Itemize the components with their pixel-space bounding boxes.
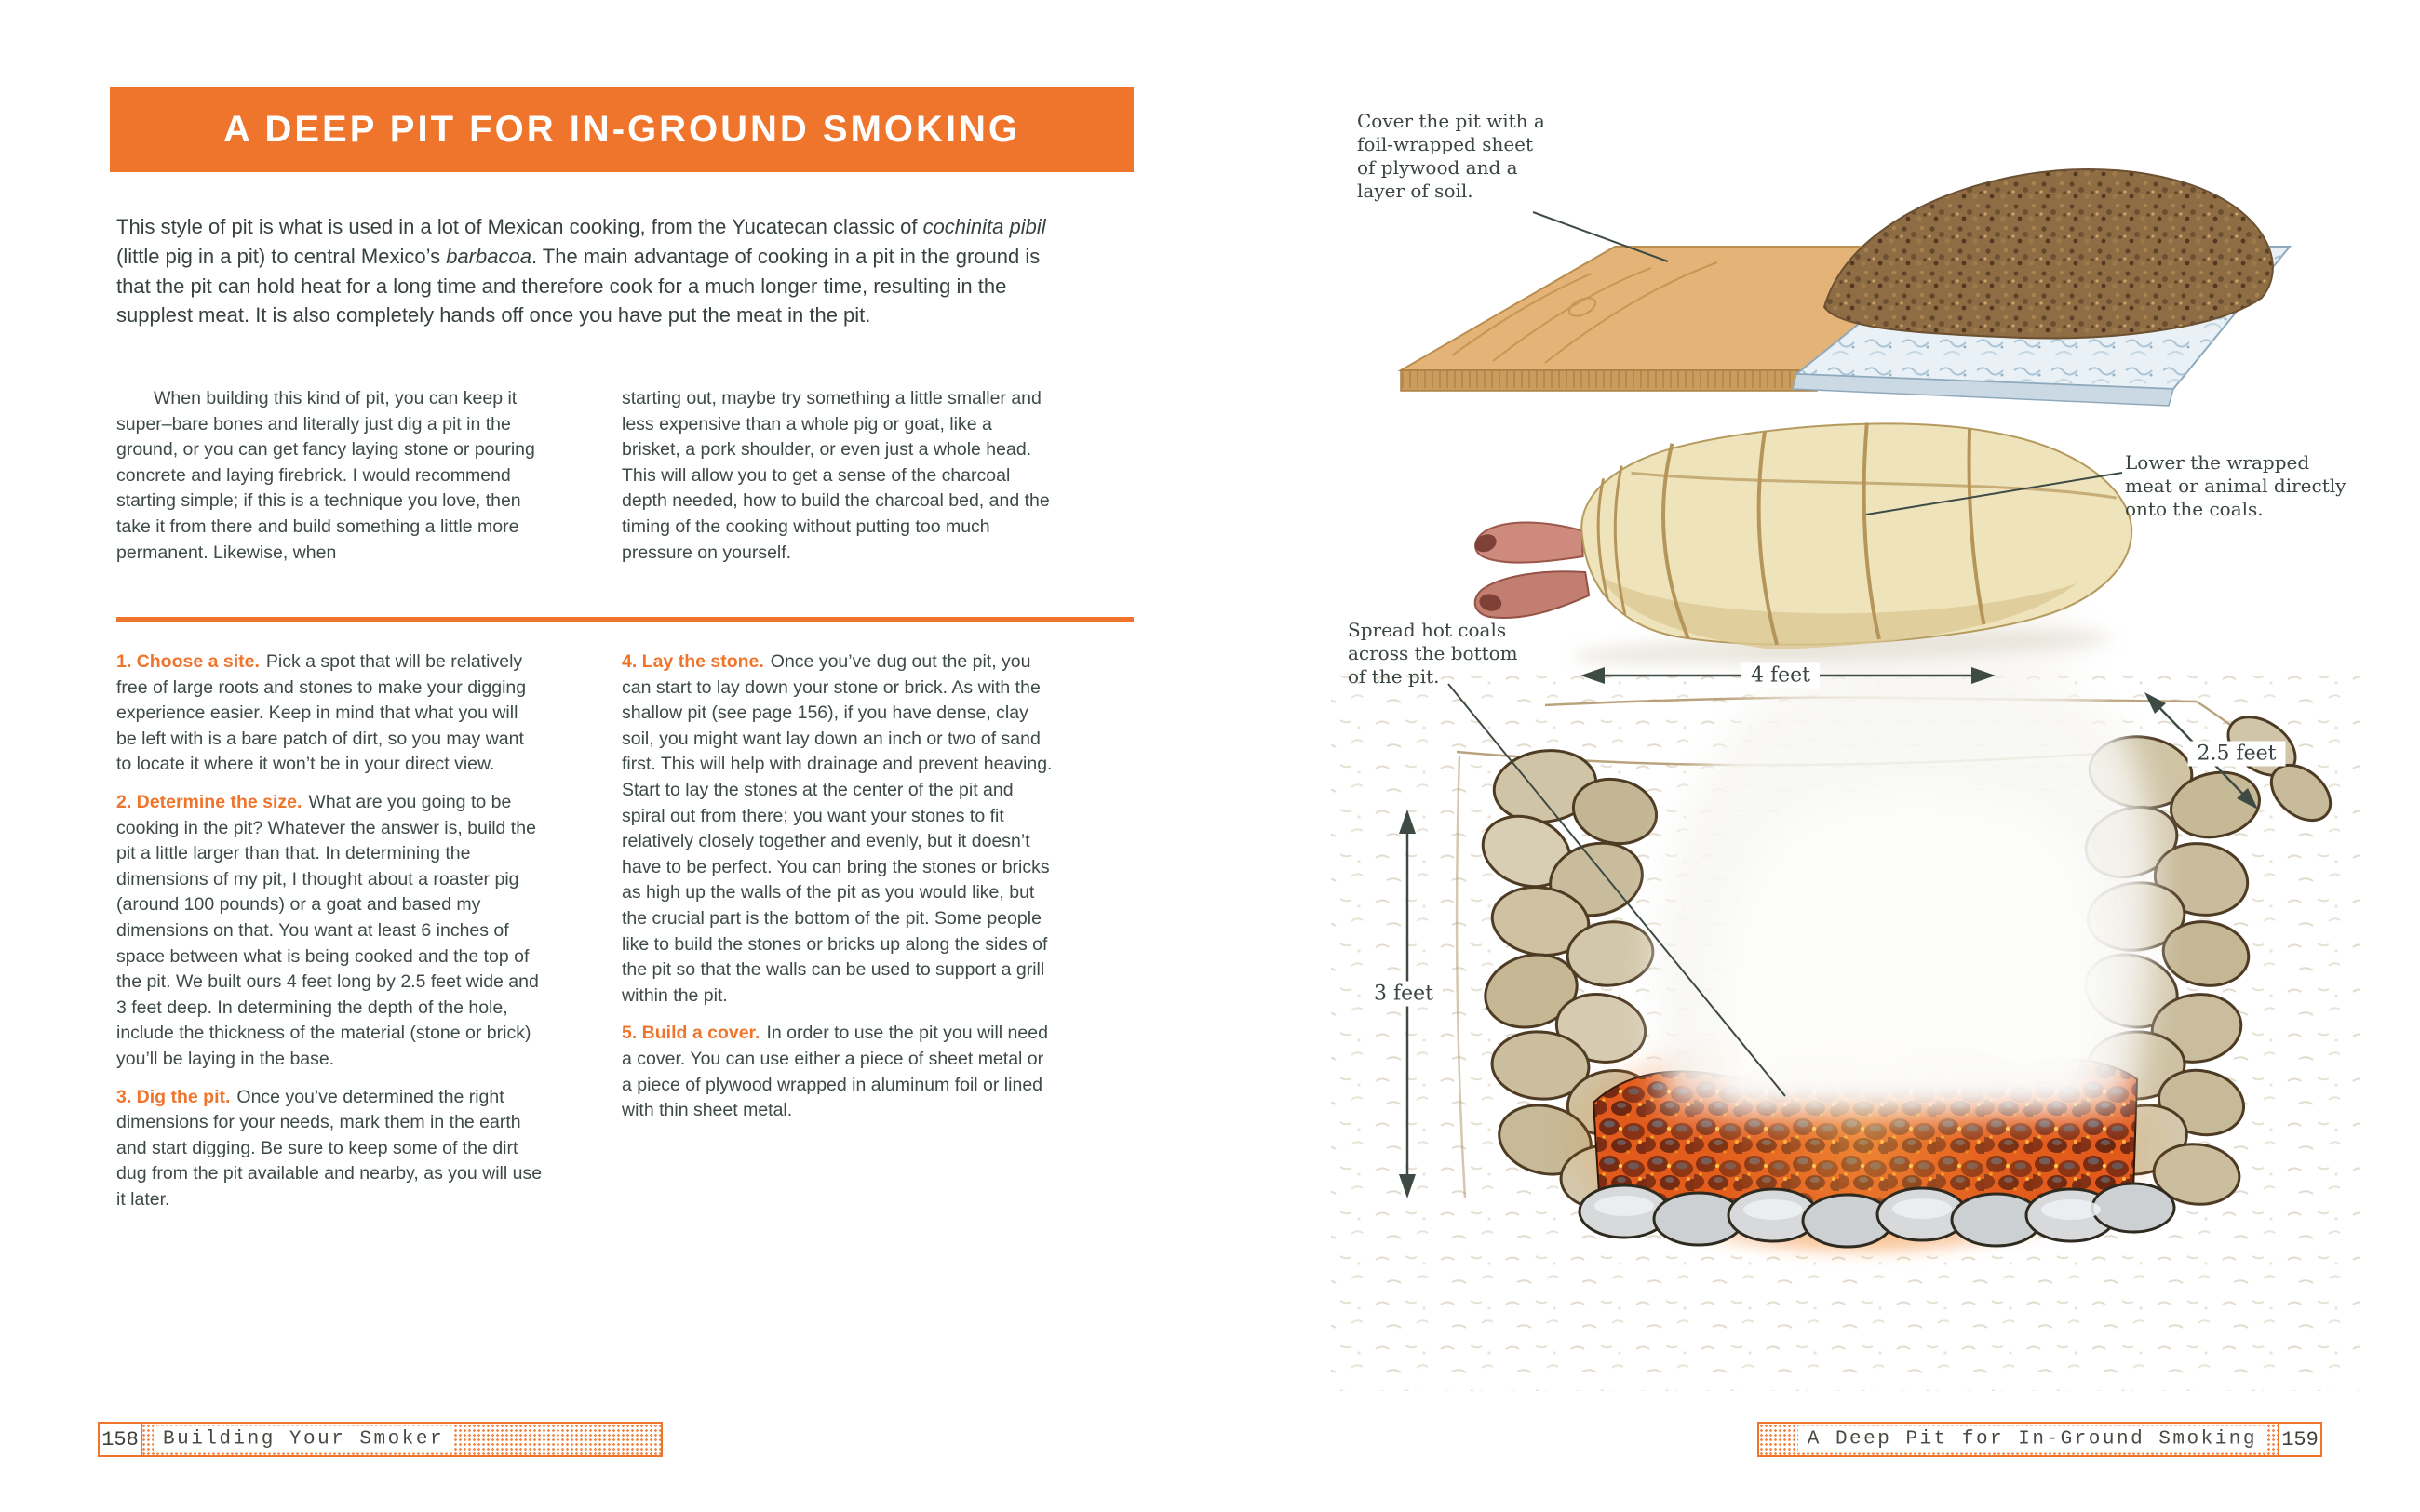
steps-column-left xyxy=(116,649,543,1224)
wrapped-meat-illustration xyxy=(1469,414,2136,676)
soil-mound xyxy=(1824,169,2273,338)
step-item xyxy=(116,790,543,1073)
pit-illustration xyxy=(1284,56,2364,1396)
step-label: 4. Lay the stone. xyxy=(622,651,764,672)
annotation-spread: Spread hot coals across the bottom of the pit. xyxy=(1348,619,1518,688)
step-body: What are you going to be cooking in the pit? Whatever the answer is, build the pit a little larger than that. In determining the dimensions of my pit, I thought about a roaster pig (around 100 pounds) or a goat and based my dimensions on that. You want at least 6 inches of space between what is being cooked and the top of the pit. We built ours 4 feet long by 2.5 feet wide and 3 feet deep. In determining the depth of the hole, include the thickness of the material (stone or brick) you’ll be laying in the base. xyxy=(116,791,539,1069)
step-body: Pick a spot that will be relatively free of large roots and stones to make your digging experience easier. Keep in mind that what you will be left with is a bare patch of dirt, so you may want to locate it where it won’t be in your direct view. xyxy=(116,651,527,775)
dimension-label-depth: 3 feet xyxy=(1365,982,1443,1007)
intro-paragraph: This style of pit is what is used in a lot of Mexican cooking, from the Yucatecan classic of cochinita pibil (little pig in a pit) to central Mexico’s barbacoa. The main advantage of cooking in a pit in the ground is that the pit can hold heat for a long time and therefore cook for a much longer time, resulting in the supplest meat. It is also completely hands off once you have put the meat in the pit. xyxy=(116,215,1046,328)
step-label: 3. Dig the pit. xyxy=(116,1086,231,1107)
dimension-label-cross: 2.5 feet xyxy=(2187,742,2285,767)
section-divider xyxy=(116,617,1134,622)
body-column-right xyxy=(622,386,1052,566)
step-body: Once you’ve determined the right dimensions for your needs, mark them in the earth and start digging. Be sure to keep some of the dirt dug from the pit available and nearby, as you will use it later. xyxy=(116,1086,543,1210)
page-number: 159 xyxy=(2278,1422,2322,1457)
step-item xyxy=(622,1021,1054,1123)
step-label: 1. Choose a site. xyxy=(116,651,260,672)
step-label: 5. Build a cover. xyxy=(622,1023,760,1044)
page-number: 158 xyxy=(98,1422,142,1457)
dimension-label-width: 4 feet xyxy=(1741,663,1820,689)
step-body: In order to use the pit you will need a cover. You can use either a piece of sheet metal or a piece of plywood wrapped in aluminum foil or lined with thin sheet metal. xyxy=(622,1023,1048,1121)
body-paragraph: starting out, maybe try something a little smaller and less expensive than a whole pig or goat, like a brisket, a pork shoulder, or even just a whole head. This will allow you to get a sense of the charcoal depth needed, how to build the charcoal bed, and the timing of the cooking without putting too much pressure on yourself. xyxy=(622,388,1050,563)
footer-bar-right xyxy=(1757,1422,2322,1457)
body-paragraph: When building this kind of pit, you can keep it super–bare bones and literally just dig a pit in the ground, or you can get fancy laying stone or pouring concrete and laying firebrick. I would recommend starting simple; if this is a technique you love, then take it from there and build something a little more permanent. Likewise, when xyxy=(116,388,535,563)
steps-column-right xyxy=(622,649,1054,1136)
annotation-lower: Lower the wrapped meat or animal directly onto the coals. xyxy=(2125,451,2346,520)
page-title: A DEEP PIT FOR IN-GROUND SMOKING xyxy=(222,109,1021,150)
footer-bar-left xyxy=(98,1422,663,1457)
running-header: Building Your Smoker xyxy=(154,1426,453,1453)
step-item xyxy=(116,1085,543,1213)
step-body: Once you’ve dug out the pit, you can start to lay down your stone or brick. As with the shallow pit (see page 156), if you have dense, clay soil, you might want lay down an inch or two of sand first. This will help with drainage and prevent heaving. Start to lay the stones at the center of the pit and spiral out from there; you want your stones to fit relatively closely together and evenly, but it doesn’t have to be perfect. You can bring the stones or bricks as high up the walls of the pit as you would like, but the crucial part is the bottom of the pit. Some people like to build the stones or bricks up along the sides of the pit so that the walls can be used to support a grill within the pit. xyxy=(622,651,1053,1006)
step-item xyxy=(116,649,543,778)
section-title-banner xyxy=(110,87,1134,172)
running-header: A Deep Pit for In-Ground Smoking xyxy=(1798,1426,2266,1453)
step-label: 2. Determine the size. xyxy=(116,791,302,812)
annotation-cover: Cover the pit with a foil-wrapped sheet of plywood and a layer of soil. xyxy=(1357,110,1545,202)
body-column-left xyxy=(116,386,537,566)
cover-illustration xyxy=(1401,169,2290,406)
step-item xyxy=(622,649,1054,1009)
